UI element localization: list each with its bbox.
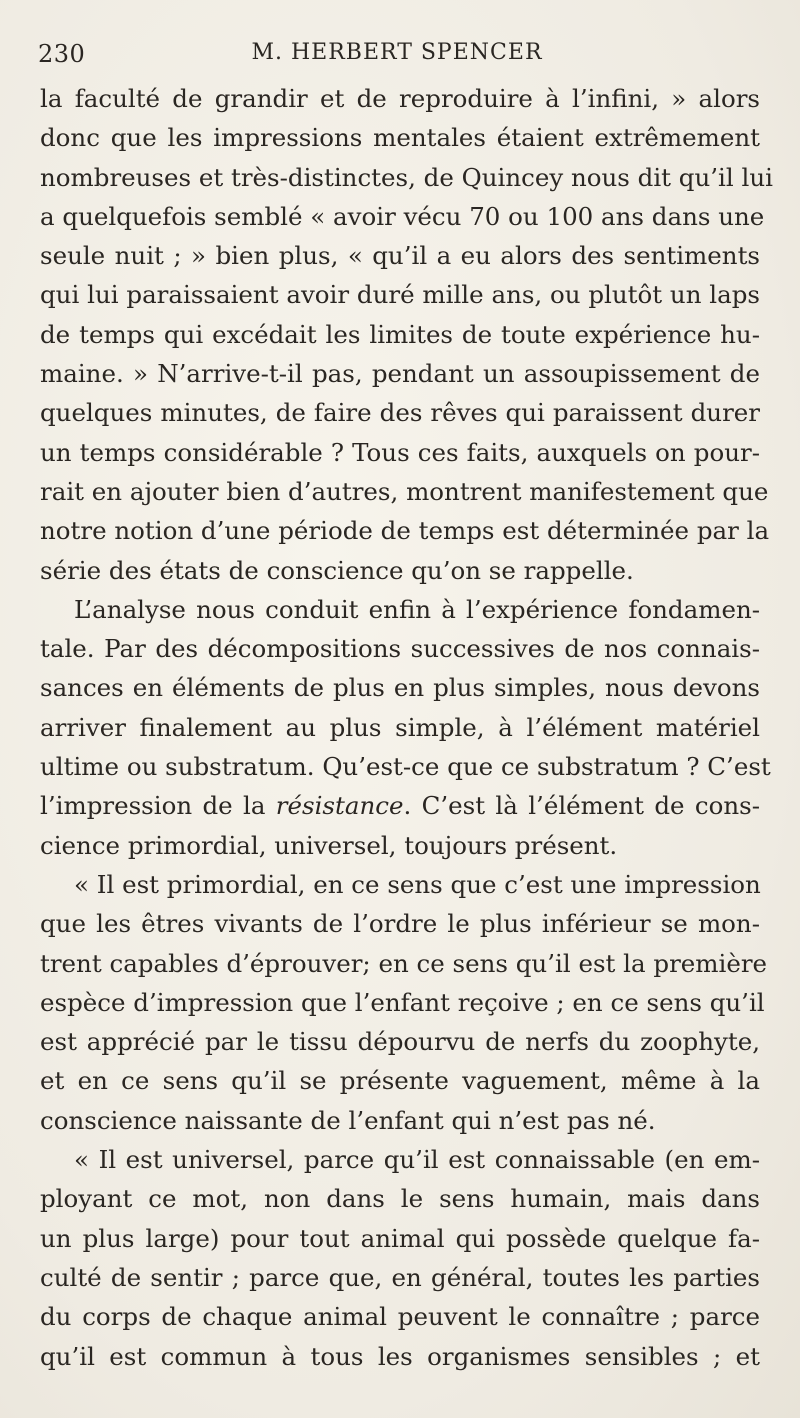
running-title: M. HERBERT SPENCER <box>251 40 543 65</box>
italic-term: résistance <box>275 791 404 821</box>
text-line: la faculté de grandir et de reproduire à l’infini, » alors <box>40 84 760 113</box>
text-line: sances en éléments de plus en plus simples, nous devons <box>40 673 760 703</box>
line-segment: l’impression de la <box>40 791 276 821</box>
text-line: nombreuses et très-distinctes, de Quincey nous dit qu’il lui <box>40 162 773 192</box>
text-line: tale. Par des décompositions successives de nos connais- <box>40 634 760 664</box>
text-line: maine. » N’arrive-t-il pas, pendant un assoupissement de <box>40 359 760 389</box>
text-line: qui lui paraissaient avoir duré mille ans, ou plutôt un laps <box>40 280 760 310</box>
text-line: ultime ou substratum. Qu’est-ce que ce substratum ? C’est <box>40 752 771 782</box>
text-line: est apprécié par le tissu dépourvu de nerfs du zoophyte, <box>40 1027 760 1057</box>
text-line: cience primordial, universel, toujours présent. <box>40 830 618 860</box>
text-line: du corps de chaque animal peuvent le connaître ; parce <box>40 1302 760 1332</box>
text-line: quelques minutes, de faire des rêves qui paraissent durer <box>40 398 760 428</box>
text-line: « Il est universel, parce qu’il est connaissable (en em- <box>74 1145 760 1175</box>
text-line: et en ce sens qu’il se présente vaguement, même à la <box>40 1066 760 1096</box>
text-line: notre notion d’une période de temps est déterminée par la <box>40 516 770 546</box>
text-line: « Il est primordial, en ce sens que c’est une impression <box>74 869 761 899</box>
text-line: que les êtres vivants de l’ordre le plus inférieur se mon- <box>40 909 760 939</box>
text-line: L’analyse nous conduit enfin à l’expérience fondamen- <box>74 594 760 624</box>
text-line: culté de sentir ; parce que, en général, toutes les parties <box>40 1262 760 1292</box>
text-line: de temps qui excédait les limites de toute expérience hu- <box>40 319 760 349</box>
text-line: un temps considérable ? Tous ces faits, auxquels on pour- <box>40 437 760 467</box>
text-line: a quelquefois semblé « avoir vécu 70 ou 100 ans dans une <box>40 201 765 231</box>
text-line: arriver finalement au plus simple, à l’élément matériel <box>40 712 760 742</box>
text-line: ployant ce mot, non dans le sens humain, mais dans <box>40 1184 760 1214</box>
line-segment: . C’est là l’élément de cons- <box>403 791 761 821</box>
text-line: seule nuit ; » bien plus, « qu’il a eu alors des sentiments <box>40 241 760 271</box>
page-number: 230 <box>38 40 86 68</box>
text-line: conscience naissante de l’enfant qui n’est pas né. <box>40 1105 656 1135</box>
text-line: série des états de conscience qu’on se rappelle. <box>40 555 634 585</box>
text-line: donc que les impressions mentales étaient extrêmement <box>40 123 760 153</box>
text-line: espèce d’impression que l’enfant reçoive ; en ce sens qu’il <box>40 987 765 1017</box>
text-line: rait en ajouter bien d’autres, montrent manifestement que <box>40 476 769 506</box>
text-line: un plus large) pour tout animal qui possède quelque fa- <box>40 1223 760 1253</box>
page-header <box>38 40 756 70</box>
body-text <box>40 79 773 1376</box>
text-line: trent capables d’éprouver; en ce sens qu’il est la première <box>40 948 768 978</box>
text-line-with-italic <box>40 786 760 825</box>
text-line: qu’il est commun à tous les organismes sensibles ; et <box>40 1341 760 1371</box>
